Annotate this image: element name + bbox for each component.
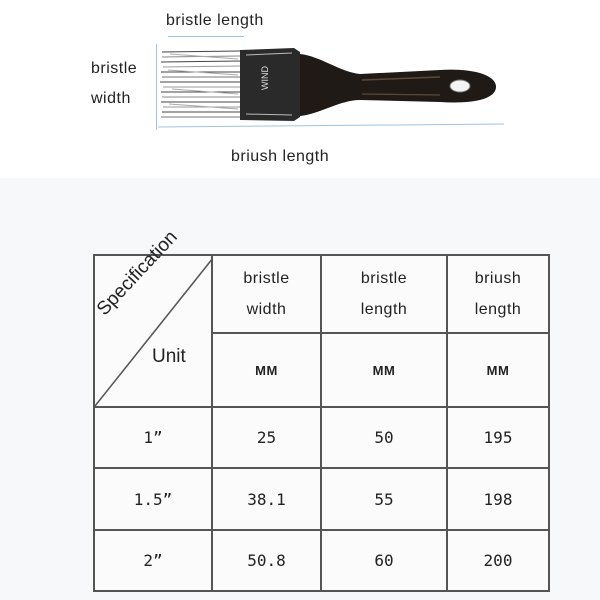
specification-table bbox=[92, 226, 550, 592]
ferrule bbox=[240, 48, 300, 121]
corner-specification-label: Specification bbox=[92, 226, 182, 320]
ferrule-brand-text: WIND bbox=[260, 66, 270, 90]
header-bristle-width: bristle width bbox=[212, 255, 321, 333]
brush-diagram bbox=[0, 0, 600, 178]
brush-length-label: briush length bbox=[231, 148, 330, 165]
value-cell: 200 bbox=[447, 530, 549, 591]
bristle-length-label: bristle length bbox=[166, 12, 264, 29]
value-cell: 198 bbox=[447, 468, 549, 530]
value-cell: 50 bbox=[321, 407, 447, 468]
header-bristle-length: bristle length bbox=[321, 255, 447, 333]
unit-cell: MM bbox=[212, 333, 321, 407]
bristle-width-label-line1: bristle bbox=[91, 60, 138, 77]
unit-cell: MM bbox=[447, 333, 549, 407]
value-cell: 25 bbox=[212, 407, 321, 468]
header-brush-length: briush length bbox=[447, 255, 549, 333]
bristles bbox=[160, 51, 240, 117]
value-cell: 195 bbox=[447, 407, 549, 468]
table-row bbox=[94, 407, 549, 468]
value-cell: 60 bbox=[321, 530, 447, 591]
spec-cell: 1.5” bbox=[94, 468, 212, 530]
table-corner-cell bbox=[92, 226, 212, 407]
bristle-width-label-line2: width bbox=[91, 90, 131, 107]
specification-table-wrapper bbox=[92, 226, 550, 592]
unit-cell: MM bbox=[321, 333, 447, 407]
value-cell: 38.1 bbox=[212, 468, 321, 530]
spec-cell: 2” bbox=[94, 530, 212, 591]
spec-cell: 1” bbox=[94, 407, 212, 468]
corner-unit-label: Unit bbox=[152, 346, 186, 367]
table-row bbox=[94, 530, 549, 591]
paint-brush-illustration bbox=[0, 0, 600, 178]
value-cell: 50.8 bbox=[212, 530, 321, 591]
table-row bbox=[94, 468, 549, 530]
corner-diagonal-line bbox=[95, 256, 213, 408]
handle-hang-hole bbox=[450, 80, 470, 92]
value-cell: 55 bbox=[321, 468, 447, 530]
